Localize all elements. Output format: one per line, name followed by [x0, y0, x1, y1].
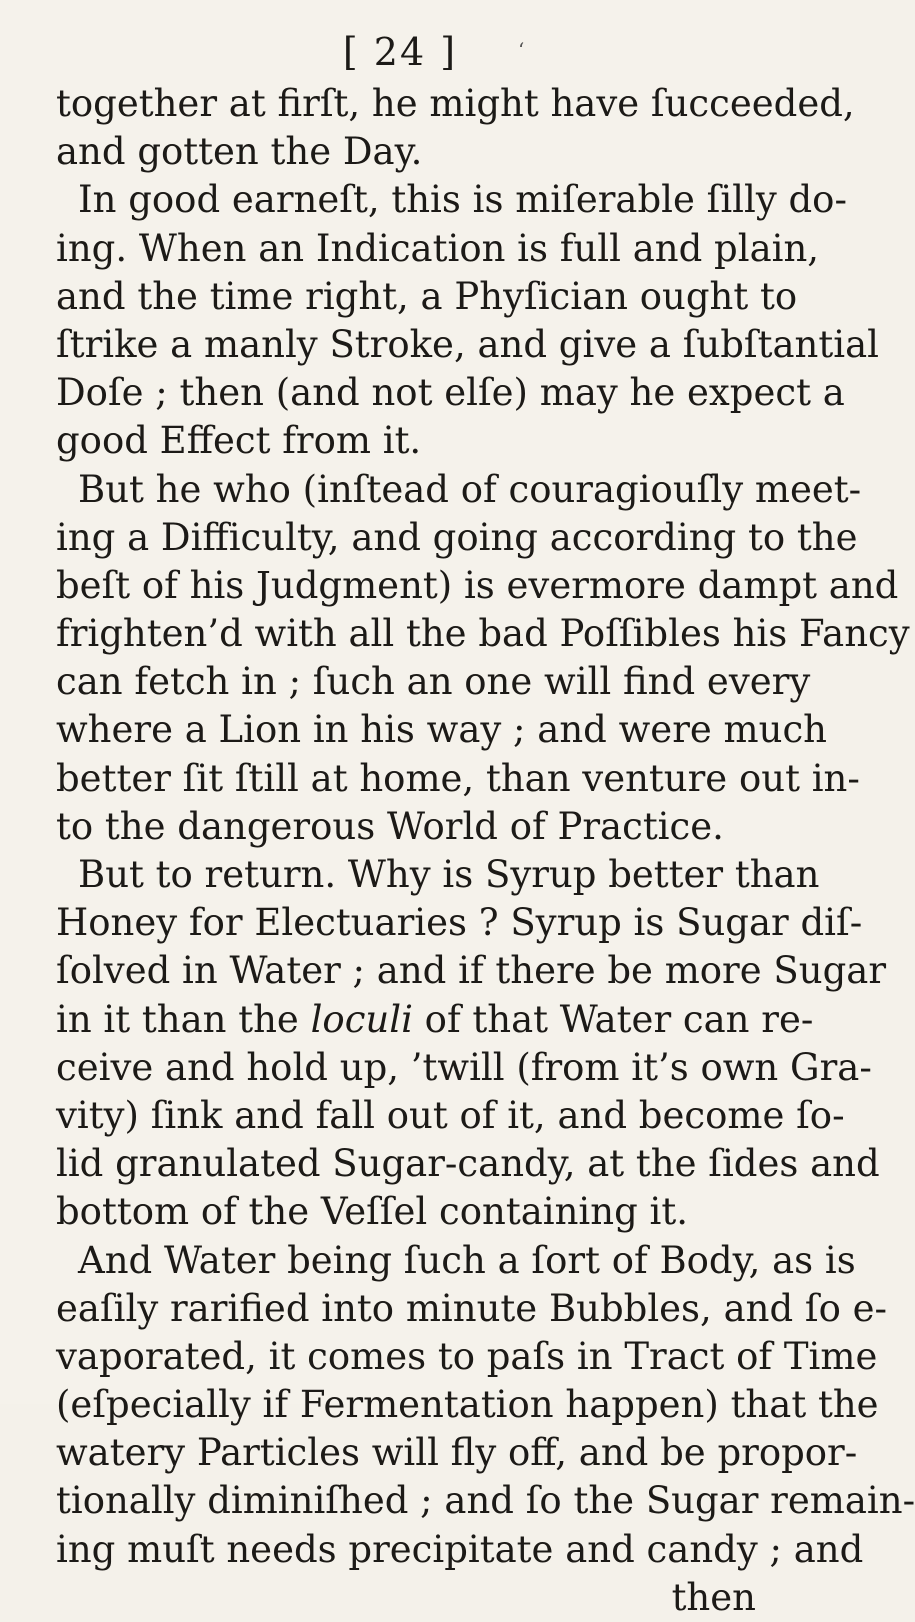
- text-line: ing muſt needs precipitate and candy ; and: [56, 1527, 864, 1571]
- text-line: eaſily rarified into minute Bubbles, and ſo e-: [56, 1286, 888, 1330]
- text-line: watery Particles will fly off, and be propor-: [56, 1431, 858, 1475]
- text-line: ceive and hold up, ’twill (from it’s own Gra-: [56, 1045, 872, 1089]
- text-line: ſolved in Water ; and if there be more Sugar: [56, 949, 887, 993]
- text-line: Honey for Electuaries ? Syrup is Sugar diſ-: [56, 901, 863, 945]
- text-line: frighten’d with all the bad Poſſibles his Fancy: [56, 612, 910, 656]
- page-number: [ 24 ]: [342, 30, 458, 74]
- text-line: and gotten the Day.: [56, 130, 423, 174]
- text-line: In good earneſt, this is miſerable ſilly do-: [78, 178, 847, 222]
- text-line: But to return. Why is Syrup better than: [78, 853, 820, 896]
- text-line: where a Lion in his way ; and were much: [56, 708, 828, 752]
- text-line: beſt of his Judgment) is evermore dampt and: [56, 563, 899, 607]
- text-line: together at firſt, he might have ſucceeded,: [56, 82, 855, 125]
- text-line: lid granulated Sugar-candy, at the ſides and: [56, 1142, 880, 1186]
- text-line: to the dangerous World of Practice.: [56, 804, 724, 848]
- corner-mark: ‘: [518, 38, 527, 62]
- text-line: vity) ſink and fall out of it, and become ſo-: [56, 1093, 845, 1137]
- text-line: (eſpecially if Fermentation happen) that the: [56, 1383, 879, 1427]
- text-line: tionally diminiſhed ; and ſo the Sugar remain-: [56, 1479, 915, 1523]
- catchword: then: [671, 1575, 756, 1619]
- text-line: bottom of the Veſſel containing it.: [56, 1190, 688, 1234]
- text-line: better ſit ſtill at home, than venture out in-: [56, 756, 860, 800]
- text-line: But he who (inſtead of couragiouſly meet-: [78, 467, 862, 511]
- body-text: [56, 80, 915, 1622]
- text-line: vaporated, it comes to paſs in Tract of Time: [56, 1334, 878, 1378]
- text-line: Doſe ; then (and not elſe) may he expect a: [56, 371, 845, 415]
- text-line: ing a Difficulty, and going according to the: [56, 515, 858, 559]
- text-line: ing. When an Indication is full and plain,: [56, 226, 820, 270]
- page-header: [0, 30, 800, 74]
- text-line: good Effect from it.: [56, 419, 422, 463]
- text-line: and the time right, a Phyſician ought to: [56, 274, 798, 318]
- text-line: can fetch in ; ſuch an one will find every: [56, 660, 811, 704]
- text-line: in it than the loculi of that Water can re-: [56, 997, 814, 1041]
- text-line: ſtrike a manly Stroke, and give a ſubſtantial: [56, 322, 879, 366]
- italic-word: loculi: [310, 997, 413, 1041]
- text-line: And Water being ſuch a ſort of Body, as is: [78, 1238, 856, 1282]
